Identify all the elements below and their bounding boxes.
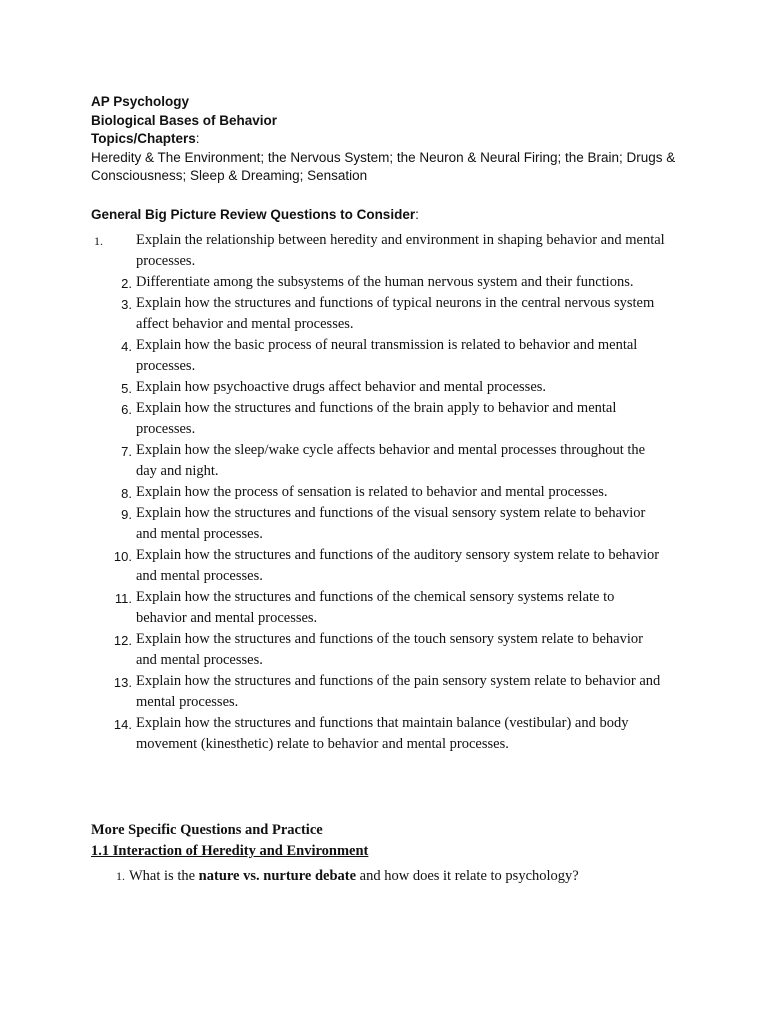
review-question	[0, 377, 666, 398]
specific-question-bold: nature vs. nurture debate	[198, 868, 357, 884]
question-number: 10.	[113, 549, 132, 564]
question-number: 11.	[114, 591, 132, 606]
question-number: 8.	[121, 486, 132, 501]
review-heading: General Big Picture Review Questions to Consider	[91, 207, 416, 222]
specific-question	[116, 866, 579, 887]
section-heading-text: 1.1 Interaction of Heredity and Environment	[91, 843, 369, 859]
question-number: 1.	[94, 234, 103, 248]
review-question	[0, 272, 666, 293]
review-heading-line	[91, 206, 419, 224]
question-text: Explain how the basic process of neural transmission is related to behavior and mental processes.	[136, 337, 638, 374]
section-heading	[91, 841, 368, 862]
question-text: Differentiate among the subsystems of the human nervous system and their functions.	[136, 274, 634, 290]
question-text: Explain how the sleep/wake cycle affects behavior and mental processes throughout the day and night.	[136, 442, 646, 479]
review-question	[0, 230, 666, 272]
review-question	[0, 482, 666, 503]
question-number: 12.	[113, 633, 132, 648]
review-question	[0, 335, 666, 377]
question-text: Explain how the structures and functions of the touch sensory system relate to behavior and mental processes.	[136, 631, 643, 668]
review-questions-list	[0, 230, 768, 755]
topics-label: Topics/Chapters	[91, 131, 196, 146]
review-question	[0, 398, 666, 440]
specific-question-number: 1.	[116, 869, 125, 883]
question-number: 3.	[121, 297, 132, 312]
topics-text: Heredity & The Environment; the Nervous System; the Neuron & Neural Firing; the Brain; Drugs & Consciousness; Sleep & Dreaming; Sensation	[91, 149, 676, 183]
question-number: 7.	[121, 444, 132, 459]
review-question	[0, 629, 666, 671]
review-question	[0, 440, 666, 482]
course-title: AP Psychology	[91, 94, 190, 109]
review-question	[0, 545, 666, 587]
question-text: Explain how psychoactive drugs affect behavior and mental processes.	[136, 379, 547, 395]
specific-question-pre: What is the	[129, 868, 199, 884]
question-text: Explain how the structures and functions of the chemical sensory systems relate to behavior and mental processes.	[136, 589, 615, 626]
document-header	[91, 93, 691, 186]
question-text: Explain how the structures and functions of the brain apply to behavior and mental processes.	[136, 400, 617, 437]
question-text: Explain how the structures and functions that maintain balance (vestibular) and body movement (kinesthetic) relate to behavior and mental processes.	[136, 715, 629, 752]
question-number: 13.	[113, 675, 132, 690]
question-number: 5.	[121, 381, 132, 396]
review-heading-colon: :	[415, 207, 419, 222]
review-question	[0, 503, 666, 545]
question-number: 9.	[121, 507, 132, 522]
specific-question-post: and how does it relate to psychology?	[356, 868, 579, 884]
question-text: Explain how the structures and functions of the pain sensory system relate to behavior and mental processes.	[136, 673, 661, 710]
specific-heading: More Specific Questions and Practice	[91, 822, 323, 838]
review-question	[0, 671, 666, 713]
topics-colon: :	[195, 131, 200, 146]
question-number: 4.	[121, 339, 132, 354]
review-question	[0, 587, 666, 629]
question-number: 2.	[121, 276, 132, 291]
question-text: Explain the relationship between heredity and environment in shaping behavior and mental processes.	[136, 232, 665, 269]
question-text: Explain how the process of sensation is related to behavior and mental processes.	[136, 484, 608, 500]
question-text: Explain how the structures and functions of the visual sensory system relate to behavior and mental processes.	[136, 505, 646, 542]
question-number: 6.	[121, 402, 132, 417]
question-number: 14.	[113, 717, 132, 732]
unit-title: Biological Bases of Behavior	[91, 112, 278, 128]
question-text: Explain how the structures and functions of the auditory sensory system relate to behavior and mental processes.	[136, 547, 660, 584]
topics-line	[91, 130, 691, 149]
review-question	[0, 293, 666, 335]
review-question	[0, 713, 666, 755]
question-text: Explain how the structures and functions of typical neurons in the central nervous system affect behavior and mental processes.	[136, 295, 655, 332]
